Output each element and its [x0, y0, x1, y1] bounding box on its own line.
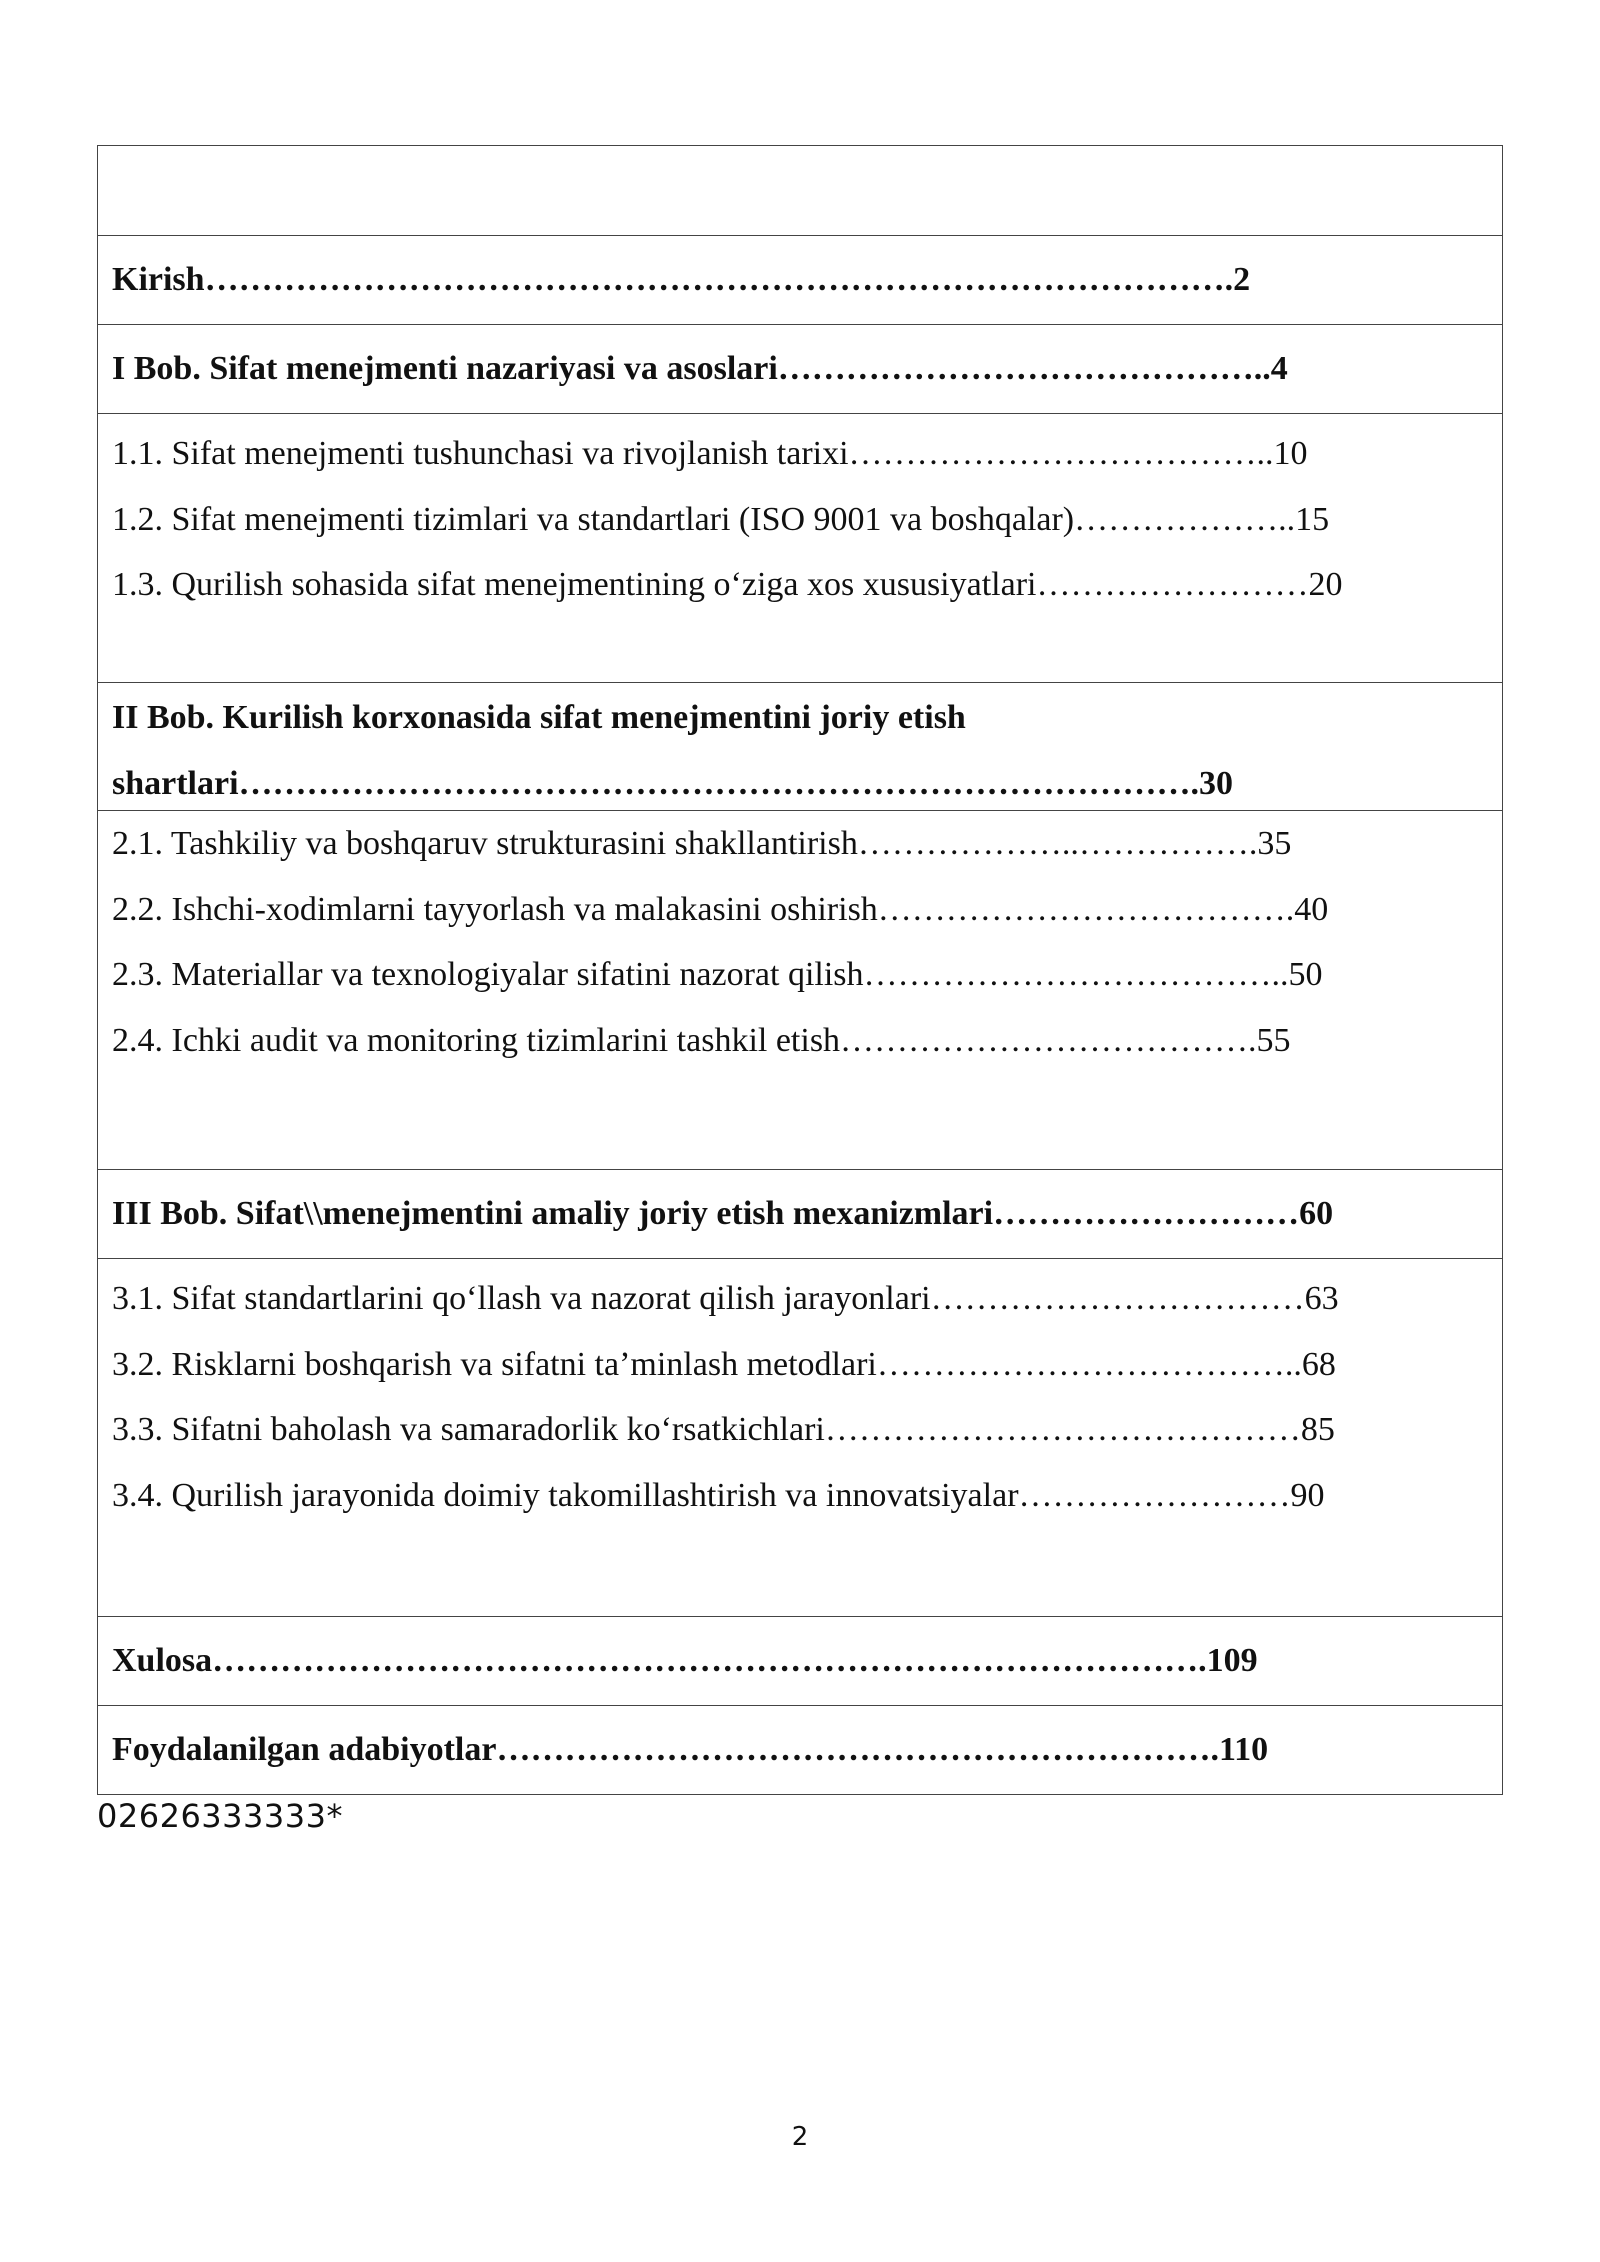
toc-section-2-1[interactable]: 2.1. Tashkiliy va boshqaruv strukturasini shakllantirish………………..…………….35	[112, 825, 1292, 862]
toc-section-2-3[interactable]: 2.3. Materiallar va texnologiyalar sifatini nazorat qilish………………………………..50	[112, 956, 1323, 993]
toc-section-3-3[interactable]: 3.3. Sifatni baholash va samaradorlik koʻrsatkichlari……………………………………85	[112, 1411, 1335, 1448]
toc-chapter-2-sections	[98, 810, 1502, 1169]
toc-empty-header-row	[98, 146, 1502, 235]
toc-row-chapter-2	[98, 682, 1502, 810]
toc-chapter-3-sections	[98, 1258, 1502, 1616]
toc-section-1-3[interactable]: 1.3. Qurilish sohasida sifat menejmentining oʻziga xos xususiyatlari……………………20	[112, 566, 1343, 603]
toc-row-intro	[98, 235, 1502, 324]
toc-chapter-2-title-line-2[interactable]: shartlari………………………………………………………………………….30	[112, 764, 1234, 802]
toc-section-1-2[interactable]: 1.2. Sifat menejmenti tizimlari va standartlari (ISO 9001 va boshqalar)………………..15	[112, 500, 1330, 538]
toc-row-references	[98, 1705, 1502, 1794]
toc-section-3-2[interactable]: 3.2. Risklarni boshqarish va sifatni taʼminlash metodlari………………………………..68	[112, 1345, 1336, 1383]
toc-section-3-1[interactable]: 3.1. Sifat standartlarini qoʻllash va nazorat qilish jarayonlari……………………………63	[112, 1280, 1339, 1317]
page-number: 2	[791, 2122, 809, 2152]
toc-chapter-3-title[interactable]: III Bob. Sifat\\menejmentini amaliy joriy etish mexanizmlari………………………60	[112, 1195, 1334, 1233]
toc-row-conclusion	[98, 1616, 1502, 1705]
toc-chapter-1-title[interactable]: I Bob. Sifat menejmenti nazariyasi va asoslari……………………………………..4	[112, 350, 1288, 388]
footer-number-text: 02626333333*	[97, 1797, 343, 1835]
toc-section-2-4[interactable]: 2.4. Ichki audit va monitoring tizimlarini tashkil etish……………………………….55	[112, 1021, 1291, 1059]
toc-section-1-1[interactable]: 1.1. Sifat menejmenti tushunchasi va rivojlanish tarixi………………………………..10	[112, 435, 1308, 472]
table-of-contents	[97, 145, 1503, 1795]
toc-conclusion[interactable]: Xulosa…………………………………………………………………………….109	[112, 1642, 1258, 1680]
toc-section-3-4[interactable]: 3.4. Qurilish jarayonida doimiy takomillashtirish va innovatsiyalar……………………90	[112, 1476, 1325, 1514]
toc-row-chapter-3	[98, 1169, 1502, 1258]
toc-chapter-2-title-line-1[interactable]: II Bob. Kurilish korxonasida sifat menejmentini joriy etish	[112, 699, 966, 736]
toc-intro[interactable]: Kirish……………………………………………………………………………….2	[112, 261, 1251, 299]
toc-row-chapter-1	[98, 324, 1502, 413]
toc-chapter-1-sections	[98, 413, 1502, 682]
toc-references[interactable]: Foydalanilgan adabiyotlar……………………………………………………….110	[112, 1731, 1269, 1769]
toc-section-2-2[interactable]: 2.2. Ishchi-xodimlarni tayyorlash va malakasini oshirish……………………………….40	[112, 890, 1329, 928]
